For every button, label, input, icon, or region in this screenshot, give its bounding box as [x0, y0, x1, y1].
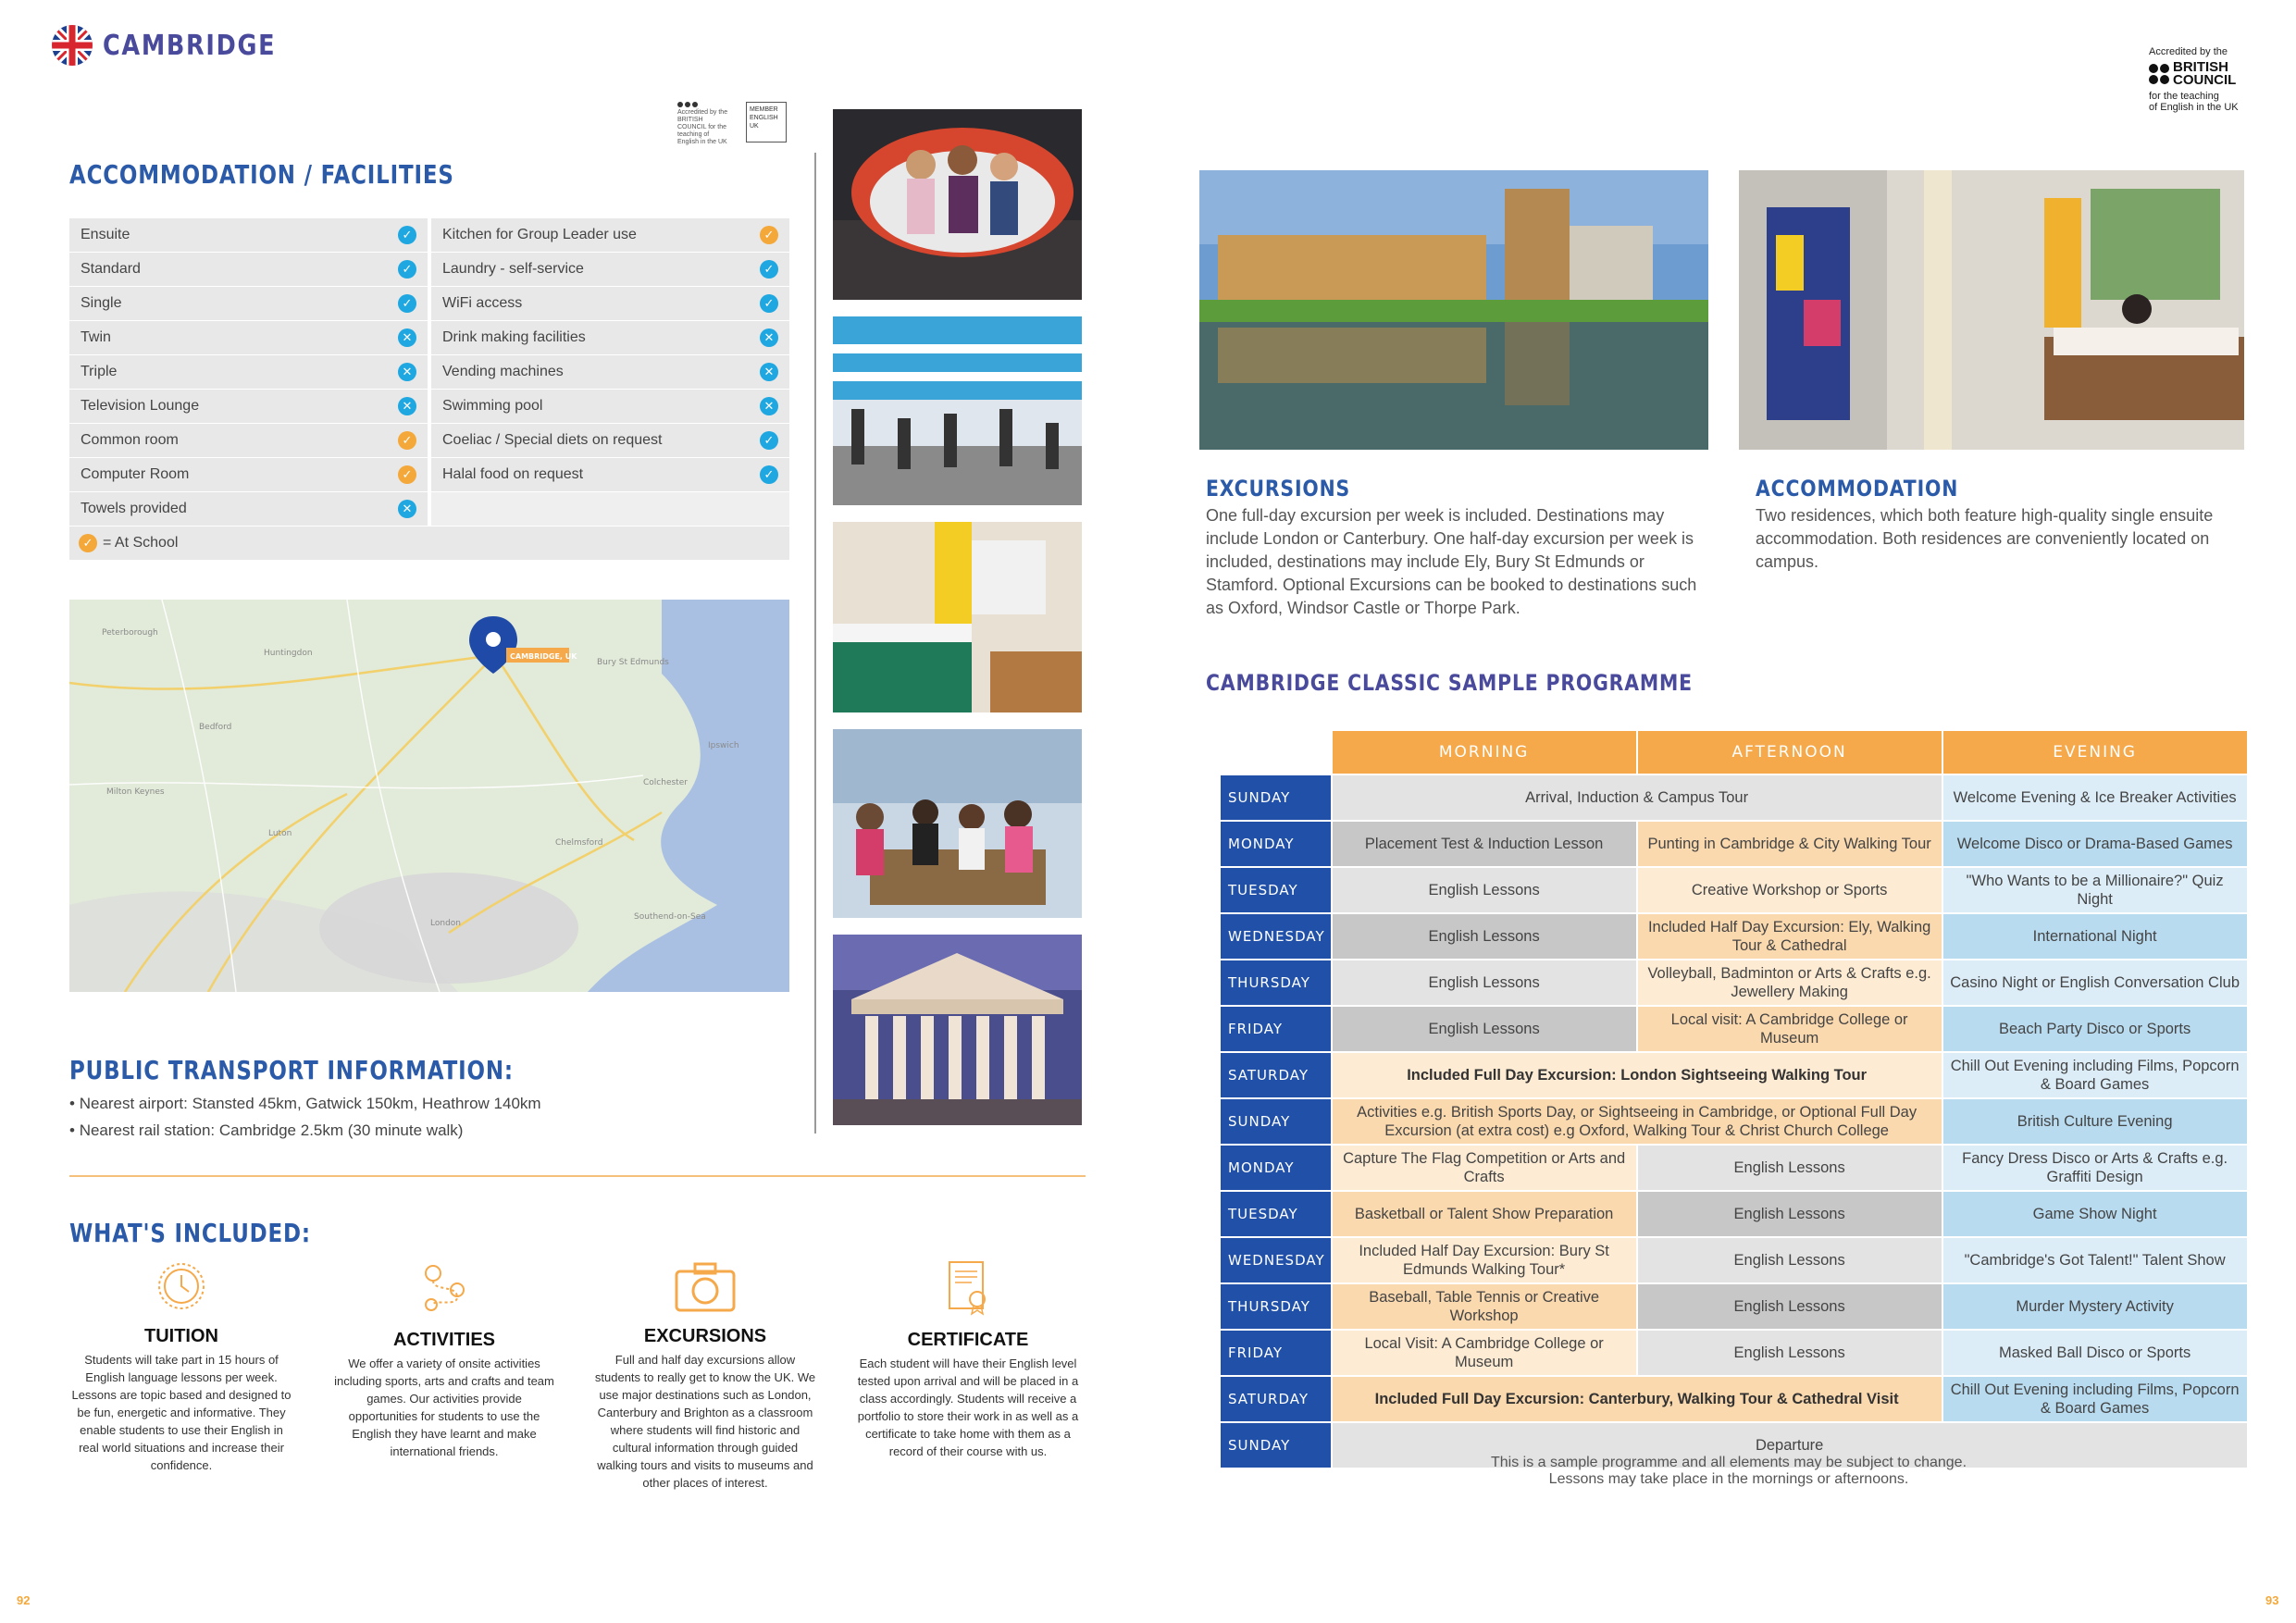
- morning-cell: English Lessons: [1333, 914, 1636, 959]
- evening-cell: "Cambridge's Got Talent!" Talent Show: [1943, 1238, 2247, 1282]
- map-place: Southend-on-Sea: [634, 912, 706, 922]
- certificate-icon: [942, 1258, 994, 1318]
- facility-row: [69, 253, 789, 286]
- facility-label: Vending machines: [442, 364, 564, 379]
- map-place: Peterborough: [102, 628, 158, 638]
- photo-students-outdoor: [833, 316, 1082, 505]
- facilities-title: ACCOMMODATION / FACILITIES: [69, 159, 454, 190]
- day-span-cell: Included Full Day Excursion: Canterbury, Walking Tour & Cathedral Visit: [1333, 1377, 1942, 1421]
- facility-cell: [69, 458, 428, 491]
- programme-row: [1221, 1053, 2247, 1097]
- accreditation-small-text: Accredited by the BRITISH COUNCIL for the teaching of English in the UK: [677, 109, 728, 145]
- facility-cell: [69, 218, 428, 252]
- facility-row: [69, 287, 789, 320]
- facilities-legend: [69, 527, 789, 560]
- facility-label: Television Lounge: [81, 398, 200, 414]
- programme-row: [1221, 775, 2247, 820]
- evening-cell: Beach Party Disco or Sports: [1943, 1007, 2247, 1051]
- check-icon: ✓: [398, 226, 416, 244]
- morning-cell: Placement Test & Induction Lesson: [1333, 822, 1636, 866]
- facility-label: WiFi access: [442, 295, 523, 311]
- included-tuition: [70, 1258, 292, 1474]
- union-jack-icon: [51, 24, 93, 67]
- facility-label: Common room: [81, 432, 179, 448]
- facility-label: Swimming pool: [442, 398, 543, 414]
- facility-label: Coeliac / Special diets on request: [442, 432, 663, 448]
- facility-cell: [431, 253, 789, 286]
- excursions-text: One full-day excursion per week is included. Destinations may include London or Canterbury. One half-day excursion per week is included, destinations may include Ely, Bury St Edmunds or Stamford. Optional Excursions can be booked to destinations such as Oxford, Windsor Castle or Thorpe Park.: [1206, 506, 1697, 617]
- col-morning: MORNING: [1333, 731, 1636, 774]
- cross-icon: ✕: [398, 397, 416, 415]
- day-cell: SATURDAY: [1221, 1053, 1331, 1097]
- facility-cell: [431, 424, 789, 457]
- accred-line1: Accredited by the: [2149, 46, 2228, 57]
- evening-cell: Masked Ball Disco or Sports: [1943, 1331, 2247, 1375]
- photo-bedroom: [833, 522, 1082, 712]
- facility-cell: [431, 492, 789, 526]
- day-cell: FRIDAY: [1221, 1331, 1331, 1375]
- afternoon-cell: English Lessons: [1638, 1331, 1942, 1375]
- afternoon-cell: Volleyball, Badminton or Arts & Crafts e.g. Jewellery Making: [1638, 960, 1942, 1005]
- certificate-title: CERTIFICATE: [907, 1330, 1029, 1350]
- map-place: Milton Keynes: [106, 787, 165, 797]
- day-span-cell: Activities e.g. British Sports Day, or Sightseeing in Cambridge, or Optional Full Day Excursion (at extra cost) e.g Oxford, Walking Tour & Christ Church College: [1333, 1099, 1942, 1144]
- day-cell: SUNDAY: [1221, 1099, 1331, 1144]
- day-cell: FRIDAY: [1221, 1007, 1331, 1051]
- accred-line4: for the teaching: [2149, 91, 2219, 102]
- included-certificate: [857, 1258, 1079, 1460]
- morning-cell: Baseball, Table Tennis or Creative Workshop: [1333, 1284, 1636, 1329]
- facility-row: [69, 321, 789, 354]
- location-map[interactable]: [69, 600, 789, 992]
- facility-cell: [431, 218, 789, 252]
- day-span-cell: Arrival, Induction & Campus Tour: [1333, 775, 1942, 820]
- accred-line3: COUNCIL: [2173, 72, 2237, 88]
- photo-fitzwilliam-museum: [833, 935, 1082, 1125]
- certificate-desc: Each student will have their English level tested upon arrival and will be placed in a class accordingly. Students will receive a portfolio to store their work in as well as a certificate to take home with them as a record of their course with us.: [857, 1357, 1079, 1458]
- facility-cell: [69, 355, 428, 389]
- programme-note: [1219, 1455, 2239, 1488]
- facility-row: [69, 492, 789, 526]
- facility-label: Ensuite: [81, 227, 130, 242]
- photo-students-table: [833, 729, 1082, 918]
- at-school-icon: ✓: [760, 226, 778, 244]
- page-number-right: 93: [2265, 1593, 2279, 1607]
- british-council-dots-icon: [2149, 64, 2169, 84]
- at-school-icon: ✓: [398, 465, 416, 484]
- morning-cell: English Lessons: [1333, 1007, 1636, 1051]
- facility-cell: [69, 390, 428, 423]
- morning-cell: Basketball or Talent Show Preparation: [1333, 1192, 1636, 1236]
- facility-label: Triple: [81, 364, 118, 379]
- facility-label: Drink making facilities: [442, 329, 586, 345]
- facility-row: [69, 458, 789, 491]
- facility-cell: [69, 287, 428, 320]
- day-cell: THURSDAY: [1221, 960, 1331, 1005]
- map-graphic: [69, 600, 789, 992]
- map-place: Huntingdon: [264, 649, 313, 658]
- facility-cell: [69, 492, 428, 526]
- tuition-desc: Students will take part in 15 hours of English language lessons per week. Lessons are topic based and designed to be fun, energetic and informative. They enable students to use their English in real world situations and increase their confidence.: [71, 1353, 292, 1472]
- included-title: WHAT'S INCLUDED:: [69, 1218, 311, 1248]
- programme-row: [1221, 1099, 2247, 1144]
- programme-note-line1: This is a sample programme and all elements may be subject to change.: [1490, 1455, 1967, 1470]
- facility-row: [69, 424, 789, 457]
- evening-cell: Game Show Night: [1943, 1192, 2247, 1236]
- facility-cell: [431, 321, 789, 354]
- evening-cell: Chill Out Evening including Films, Popcorn & Board Games: [1943, 1053, 2247, 1097]
- day-cell: WEDNESDAY: [1221, 1238, 1331, 1282]
- english-uk-badge: MEMBER ENGLISH UK: [746, 102, 787, 142]
- photo-accommodation-room: [1739, 170, 2244, 450]
- col-afternoon: AFTERNOON: [1638, 731, 1942, 774]
- check-icon: ✓: [398, 294, 416, 313]
- programme-row: [1221, 1238, 2247, 1282]
- evening-cell: "Who Wants to be a Millionaire?" Quiz Night: [1943, 868, 2247, 912]
- evening-cell: British Culture Evening: [1943, 1099, 2247, 1144]
- check-icon: ✓: [760, 431, 778, 450]
- programme-row: [1221, 822, 2247, 866]
- facility-row: [69, 390, 789, 423]
- column-divider: [814, 153, 816, 1134]
- check-icon: ✓: [760, 465, 778, 484]
- facility-label: Kitchen for Group Leader use: [442, 227, 637, 242]
- cross-icon: ✕: [760, 397, 778, 415]
- programme-row: [1221, 1284, 2247, 1329]
- programme-row: [1221, 960, 2247, 1005]
- accred-line5: of English in the UK: [2149, 102, 2239, 113]
- transport-airport: • Nearest airport: Stansted 45km, Gatwick 150km, Heathrow 140km: [69, 1090, 541, 1117]
- facilities-table: [69, 218, 789, 560]
- facility-label: Towels provided: [81, 501, 187, 516]
- transport-list: [69, 1090, 541, 1144]
- map-place: Luton: [268, 829, 292, 838]
- day-cell: MONDAY: [1221, 1146, 1331, 1190]
- morning-cell: Local Visit: A Cambridge College or Museum: [1333, 1331, 1636, 1375]
- excursions-inc-title: EXCURSIONS: [643, 1326, 767, 1346]
- cross-icon: ✕: [398, 363, 416, 381]
- morning-cell: English Lessons: [1333, 868, 1636, 912]
- programme-row: [1221, 1331, 2247, 1375]
- activities-desc: We offer a variety of onsite activities including sports, arts and crafts and team games. Our activities provide opportunities for students to use the English they have learnt and make international friends.: [334, 1357, 554, 1458]
- facility-label: Twin: [81, 329, 111, 345]
- programme-row: [1221, 914, 2247, 959]
- day-cell: SUNDAY: [1221, 1423, 1331, 1468]
- facility-cell: [431, 287, 789, 320]
- facility-label: Standard: [81, 261, 141, 277]
- evening-cell: Murder Mystery Activity: [1943, 1284, 2247, 1329]
- check-icon: ✓: [760, 294, 778, 313]
- afternoon-cell: Punting in Cambridge & City Walking Tour: [1638, 822, 1942, 866]
- city-title: CAMBRIDGE: [103, 29, 277, 62]
- facility-label: Halal food on request: [442, 466, 584, 482]
- tuition-title: TUITION: [144, 1326, 218, 1346]
- map-place: Colchester: [643, 778, 688, 787]
- evening-cell: International Night: [1943, 914, 2247, 959]
- programme-row: [1221, 868, 2247, 912]
- cross-icon: ✕: [398, 500, 416, 518]
- map-place: Chelmsford: [555, 838, 603, 848]
- afternoon-cell: English Lessons: [1638, 1192, 1942, 1236]
- map-place: London: [430, 919, 461, 928]
- facility-cell: [69, 424, 428, 457]
- check-icon: ✓: [398, 260, 416, 279]
- afternoon-cell: English Lessons: [1638, 1284, 1942, 1329]
- afternoon-cell: Included Half Day Excursion: Ely, Walking Tour & Cathedral: [1638, 914, 1942, 959]
- day-cell: TUESDAY: [1221, 1192, 1331, 1236]
- programme-title: CAMBRIDGE CLASSIC SAMPLE PROGRAMME: [1206, 670, 1693, 696]
- transport-rail: • Nearest rail station: Cambridge 2.5km (30 minute walk): [69, 1117, 541, 1144]
- evening-cell: Casino Night or English Conversation Club: [1943, 960, 2247, 1005]
- cross-icon: ✕: [760, 363, 778, 381]
- day-cell: SATURDAY: [1221, 1377, 1331, 1421]
- camera-icon: [673, 1258, 738, 1314]
- british-council-small-logo: [677, 102, 731, 146]
- programme-row: [1221, 1146, 2247, 1190]
- facility-cell: [431, 355, 789, 389]
- accreditation-logos: [677, 102, 787, 146]
- map-place: Bedford: [199, 723, 232, 732]
- facility-row: [69, 355, 789, 389]
- programme-row: [1221, 1192, 2247, 1236]
- facility-cell: [69, 321, 428, 354]
- afternoon-cell: English Lessons: [1638, 1146, 1942, 1190]
- facility-cell: [69, 253, 428, 286]
- page-number-left: 92: [17, 1593, 31, 1607]
- check-icon: ✓: [760, 260, 778, 279]
- cross-icon: ✕: [760, 328, 778, 347]
- evening-cell: Chill Out Evening including Films, Popcorn & Board Games: [1943, 1377, 2247, 1421]
- cross-icon: ✕: [398, 328, 416, 347]
- accommodation-title: ACCOMMODATION: [1756, 476, 1959, 502]
- facility-cell: [431, 458, 789, 491]
- programme-row: [1221, 1377, 2247, 1421]
- day-span-cell: Included Full Day Excursion: London Sightseeing Walking Tour: [1333, 1053, 1942, 1097]
- programme-note-line2: Lessons may take place in the mornings or afternoons.: [1548, 1471, 1909, 1487]
- facility-label: Single: [81, 295, 122, 311]
- brand-header: [51, 24, 306, 67]
- included-excursions: [594, 1258, 816, 1492]
- at-school-icon: ✓: [398, 431, 416, 450]
- morning-cell: English Lessons: [1333, 960, 1636, 1005]
- facility-row: [69, 218, 789, 252]
- legend-text: = At School: [103, 535, 179, 551]
- day-cell: SUNDAY: [1221, 775, 1331, 820]
- day-cell: THURSDAY: [1221, 1284, 1331, 1329]
- excursions-inc-desc: Full and half day excursions allow students to really get to know the UK. We use major destinations such as London, Canterbury and Brighton as a classroom where students will find historic and cultural information through guided walking tours and visits to museums and other places of interest.: [594, 1353, 816, 1490]
- day-cell: WEDNESDAY: [1221, 914, 1331, 959]
- col-evening: EVENING: [1943, 731, 2247, 774]
- activities-title: ACTIVITIES: [392, 1330, 495, 1350]
- afternoon-cell: English Lessons: [1638, 1238, 1942, 1282]
- programme-row: [1221, 1007, 2247, 1051]
- accred-line2: BRITISH: [2173, 59, 2228, 75]
- accommodation-text: Two residences, which both feature high-quality single ensuite accommodation. Both residences are conveniently located on campus.: [1756, 506, 2214, 571]
- photo-students-sofa: [833, 109, 1082, 300]
- day-cell: MONDAY: [1221, 822, 1331, 866]
- marker-label: CAMBRIDGE, UK: [510, 652, 577, 661]
- evening-cell: Welcome Disco or Drama-Based Games: [1943, 822, 2247, 866]
- section-divider: [69, 1175, 1086, 1177]
- included-activities: [333, 1258, 555, 1460]
- map-place: Bury St Edmunds: [597, 658, 669, 667]
- route-pin-icon: [415, 1258, 474, 1318]
- programme-table: [1219, 729, 2249, 1469]
- map-place: Ipswich: [708, 741, 739, 750]
- afternoon-cell: Creative Workshop or Sports: [1638, 868, 1942, 912]
- morning-cell: Capture The Flag Competition or Arts and Crafts: [1333, 1146, 1636, 1190]
- excursions-title: EXCURSIONS: [1206, 476, 1351, 502]
- transport-title: PUBLIC TRANSPORT INFORMATION:: [69, 1055, 514, 1085]
- morning-cell: Included Half Day Excursion: Bury St Edmunds Walking Tour*: [1333, 1238, 1636, 1282]
- at-school-icon: ✓: [79, 534, 97, 552]
- evening-cell: Fancy Dress Disco or Arts & Crafts e.g. Graffiti Design: [1943, 1146, 2247, 1190]
- full-day-cell: Departure: [1333, 1423, 2247, 1468]
- clock-icon: [154, 1258, 209, 1314]
- day-cell: TUESDAY: [1221, 868, 1331, 912]
- afternoon-cell: Local visit: A Cambridge College or Museum: [1638, 1007, 1942, 1051]
- photo-kings-college: [1199, 170, 1708, 450]
- facility-cell: [431, 390, 789, 423]
- british-council-logo: [2149, 46, 2260, 113]
- facility-label: Laundry - self-service: [442, 261, 584, 277]
- facility-label: Computer Room: [81, 466, 190, 482]
- evening-cell: Welcome Evening & Ice Breaker Activities: [1943, 775, 2247, 820]
